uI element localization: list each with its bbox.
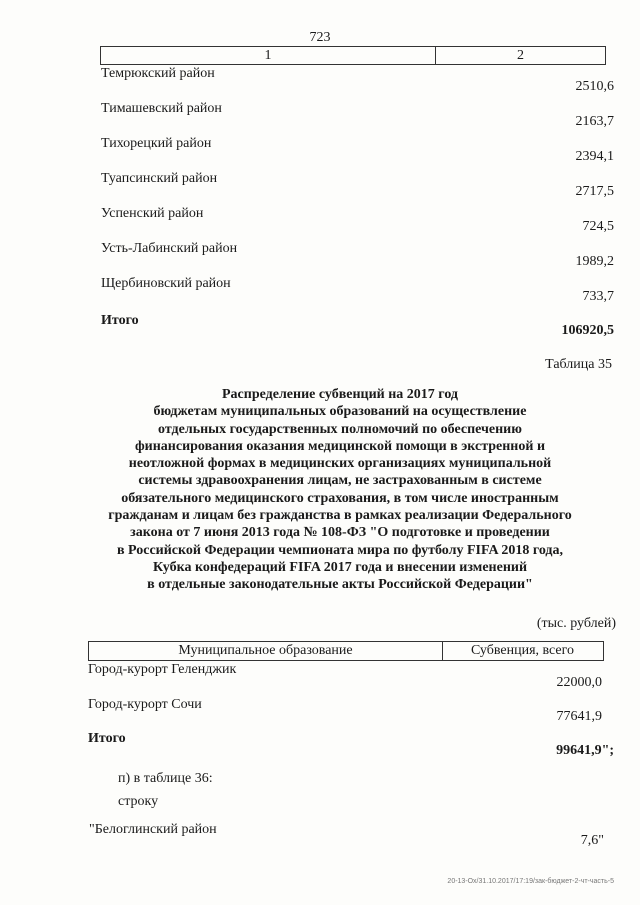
amendment-line: строку (118, 794, 159, 809)
table34-row-value: 724,5 (582, 219, 614, 234)
table35-title (70, 386, 610, 594)
title-line: в Российской Федерации чемпионата мира по футболу FIFA 2018 года, (116, 542, 564, 558)
table34-row-name: Тихорецкий район (101, 136, 212, 151)
title-line: системы здравоохранения лицам, не застрахованным в системе (138, 473, 542, 489)
table34-header (100, 46, 606, 65)
title-line: неотложной формах в медицинских организациях муниципальной (128, 456, 552, 472)
table35-total-label: Итого (88, 731, 126, 746)
table34-row-name: Тимашевский район (101, 101, 222, 116)
table35-row-value: 22000,0 (556, 675, 602, 690)
units-label: (тыс. рублей) (536, 616, 616, 631)
table34-header-col2: 2 (517, 48, 524, 63)
table34-row-name: Успенский район (101, 206, 204, 221)
page-number: 723 (309, 30, 331, 45)
title-line: в отдельные законодательные акты Российской Федерации" (147, 577, 533, 593)
amendment-row-value: 7,6" (580, 833, 604, 848)
table34-row-value: 2717,5 (575, 184, 614, 199)
table35-row-name: Город-курорт Сочи (88, 697, 202, 712)
title-line: Кубка конфедераций FIFA 2017 года и внесении изменений (152, 559, 528, 575)
table35-row-name: Город-курорт Геленджик (88, 662, 237, 677)
title-line: Распределение субвенций на 2017 год (222, 387, 458, 402)
title-line: бюджетам муниципальных образований на осуществление (153, 404, 527, 420)
table35-total-value: 99641,9"; (556, 743, 614, 758)
table35-header-col1: Муниципальное образование (88, 642, 443, 660)
table34-row-value: 2163,7 (575, 114, 614, 129)
table35-header (88, 641, 604, 661)
amendment-item: п) в таблице 36: (118, 771, 213, 786)
title-line: финансирования оказания медицинской помощи в экстренной и (134, 438, 546, 454)
table34-total-label: Итого (101, 313, 139, 328)
footer-file-stamp: 20-13-Ох/31.10.2017/17:19/зак-бюджет-2-чт-часть-5 (447, 878, 614, 885)
table35-row-value: 77641,9 (556, 709, 602, 724)
title-line: закона от 7 июня 2013 года № 108-ФЗ "О подготовке и проведении (130, 525, 550, 541)
table34-row-value: 2510,6 (575, 79, 614, 94)
table34-row-name: Усть-Лабинский район (101, 241, 238, 256)
table34-row-name: Туапсинский район (101, 171, 218, 186)
title-line: обязательного медицинского страхования, в том числе иностранным (121, 490, 559, 506)
table35-label: Таблица 35 (545, 357, 612, 372)
table34-row-name: Щербиновский район (101, 276, 231, 291)
table34-row-value: 2394,1 (575, 149, 614, 164)
table35-header-col2: Субвенция, всего (442, 642, 604, 660)
table34-row-value: 733,7 (582, 289, 614, 304)
table34-header-col1: 1 (101, 47, 436, 64)
title-line: гражданам и лицам без гражданства в рамках реализации Федерального (108, 508, 572, 524)
table34-row-name: Темрюкский район (101, 66, 215, 81)
table34-row-value: 1989,2 (575, 254, 614, 269)
title-line: отдельных государственных полномочий по обеспечению (158, 421, 522, 437)
amendment-row-name: "Белоглинский район (89, 822, 217, 837)
table34-total-value: 106920,5 (561, 323, 614, 338)
